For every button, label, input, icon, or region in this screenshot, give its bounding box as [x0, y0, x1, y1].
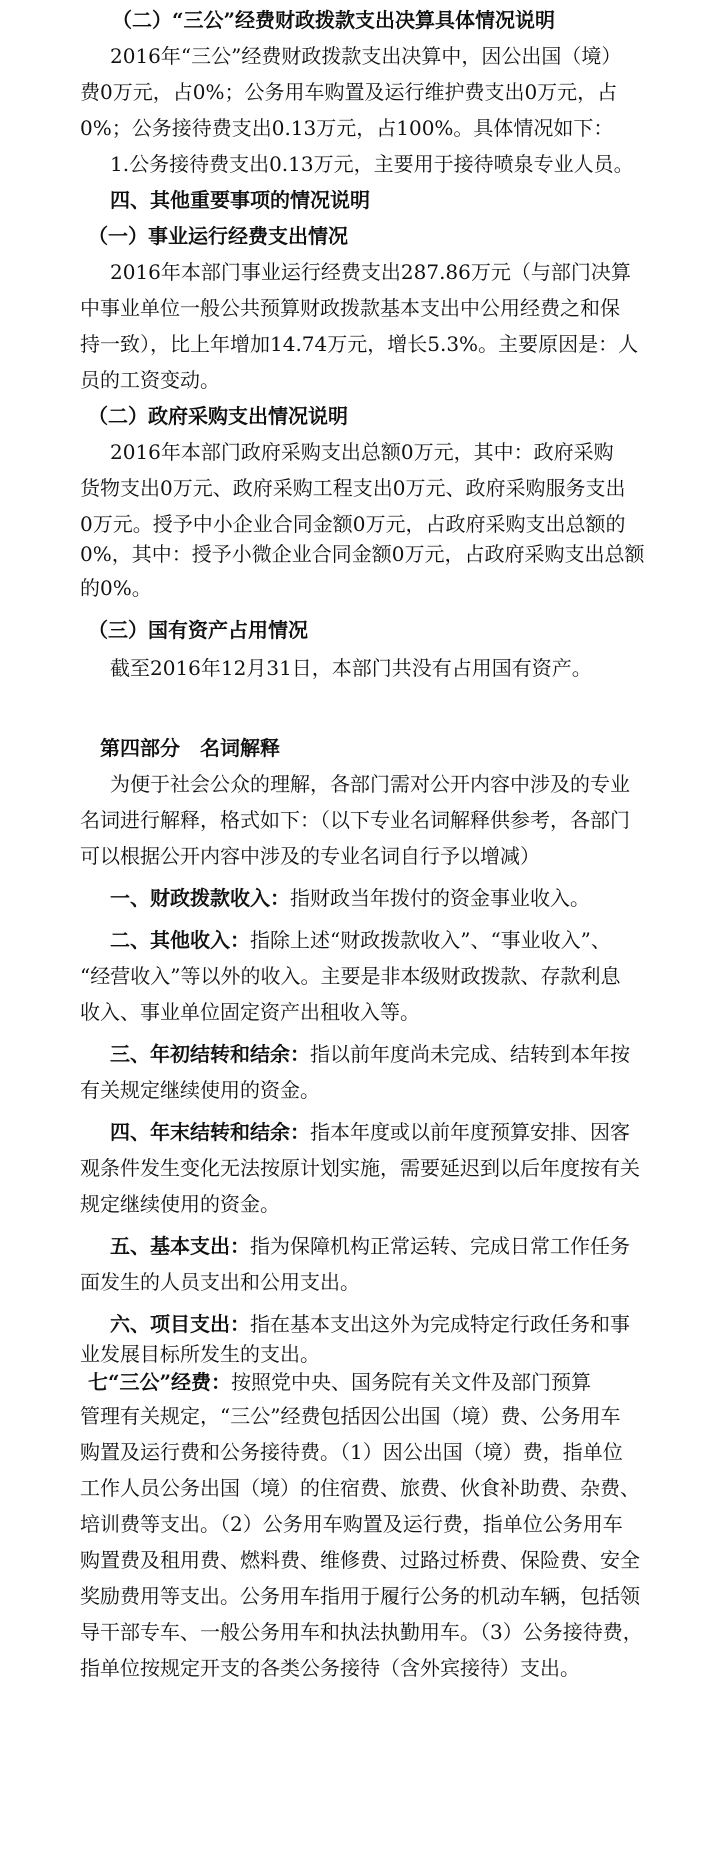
term-line [0, 884, 719, 912]
subsection-heading: （二）政府采购支出情况说明 [88, 404, 348, 428]
term-text: 按照党中央、国务院有关文件及部门预算 [231, 1370, 592, 1394]
term-text: 规定继续使用的资金。 [80, 1192, 280, 1216]
paragraph-line: 可以根据公开内容中涉及的专业名词自行予以增减） [80, 844, 540, 868]
term-text: 购置费及租用费、燃料费、维修费、过路过桥费、保险费、安全 [80, 1548, 640, 1572]
section-heading: 四、其他重要事项的情况说明 [110, 188, 370, 212]
term-line [0, 1040, 719, 1068]
heading-sanggong-detail: （二）“三公”经费财政拨款支出决算具体情况说明 [112, 8, 556, 32]
term-text: 有关规定继续使用的资金。 [80, 1078, 320, 1102]
term-label: 六、项目支出： [110, 1312, 250, 1336]
term-text: 指除上述“财政拨款收入”、“事业收入”、 [250, 928, 611, 952]
term-label: 四、年末结转和结余： [110, 1120, 310, 1144]
term-label: 一、财政拨款收入： [110, 886, 290, 910]
term-text: 奖励费用等支出。公务用车指用于履行公务的机动车辆，包括领 [80, 1584, 640, 1608]
term-text: 面发生的人员支出和公用支出。 [80, 1270, 360, 1294]
term-text: 指本年度或以前年度预算安排、因客 [310, 1120, 630, 1144]
term-text: 指在基本支出这外为完成特定行政任务和事 [250, 1312, 630, 1336]
subsection-heading: （一）事业运行经费支出情况 [88, 224, 348, 248]
paragraph-line: 名词进行解释，格式如下：（以下专业名词解释供参考，各部门 [80, 808, 630, 832]
term-line [0, 1310, 719, 1338]
paragraph-line: 0%，其中：授予小微企业合同金额0万元，占政府采购支出总额 [80, 542, 645, 566]
paragraph-line: 2016年本部门事业运行经费支出287.86万元（与部门决算 [110, 260, 631, 284]
term-text: 业发展目标所发生的支出。 [80, 1342, 320, 1366]
paragraph-line: 持一致），比上年增加14.74万元，增长5.3%。主要原因是：人 [80, 332, 639, 356]
term-text: 指为保障机构正常运转、完成日常工作任务 [250, 1234, 630, 1258]
term-label: 三、年初结转和结余： [110, 1042, 310, 1066]
list-item: 1.公务接待费支出0.13万元，主要用于接待喷泉专业人员。 [110, 152, 634, 176]
term-text: 购置及运行费和公务接待费。（1）因公出国（境）费，指单位 [80, 1440, 623, 1464]
paragraph-line: 员的工资变动。 [80, 368, 220, 392]
term-text: “经营收入”等以外的收入。主要是非本级财政拨款、存款利息 [80, 964, 621, 988]
paragraph-line: 2016年本部门政府采购支出总额0万元，其中：政府采购 [110, 440, 614, 464]
term-label: 五、基本支出： [110, 1234, 250, 1258]
term-text: 指财政当年拨付的资金事业收入。 [290, 886, 590, 910]
paragraph-line: 费0万元，占0%；公务用车购置及运行维护费支出0万元，占 [80, 80, 618, 104]
term-text: 培训费等支出。（2）公务用车购置及运行费，指单位公务用车 [80, 1512, 623, 1536]
term-text: 导干部专车、一般公务用车和执法执勤用车。（3）公务接待费， [80, 1620, 643, 1644]
term-label: 七“三公”经费： [88, 1370, 232, 1394]
term-line [0, 1232, 719, 1260]
term-line [0, 1368, 719, 1396]
paragraph-line: 2016年“三公”经费财政拨款支出决算中，因公出国（境） [110, 44, 622, 68]
paragraph-line: 中事业单位一般公共预算财政拨款基本支出中公用经费之和保 [80, 296, 620, 320]
paragraph-line: 截至2016年12月31日，本部门共没有占用国有资产。 [110, 656, 592, 680]
term-line [0, 1118, 719, 1146]
term-text: 指单位按规定开支的各类公务接待（含外宾接待）支出。 [80, 1656, 580, 1680]
term-label: 二、其他收入： [110, 928, 250, 952]
term-line [0, 926, 719, 954]
term-text: 指以前年度尚未完成、结转到本年按 [310, 1042, 630, 1066]
term-text: 管理有关规定，“三公”经费包括因公出国（境）费、公务用车 [80, 1404, 621, 1428]
paragraph-line: 为便于社会公众的理解，各部门需对公开内容中涉及的专业 [110, 772, 630, 796]
paragraph-line: 0万元。授予中小企业合同金额0万元，占政府采购支出总额的 [80, 512, 626, 536]
term-text: 收入、事业单位固定资产出租收入等。 [80, 1000, 420, 1024]
part-title: 第四部分 名词解释 [100, 736, 280, 760]
subsection-heading: （三）国有资产占用情况 [88, 618, 308, 642]
paragraph-line: 的0%。 [80, 576, 152, 600]
term-text: 工作人员公务出国（境）的住宿费、旅费、伙食补助费、杂费、 [80, 1476, 640, 1500]
paragraph-line: 0%；公务接待费支出0.13万元，占100%。具体情况如下： [80, 116, 614, 140]
paragraph-line: 货物支出0万元、政府采购工程支出0万元、政府采购服务支出 [80, 476, 626, 500]
term-text: 观条件发生变化无法按原计划实施，需要延迟到以后年度按有关 [80, 1156, 640, 1180]
